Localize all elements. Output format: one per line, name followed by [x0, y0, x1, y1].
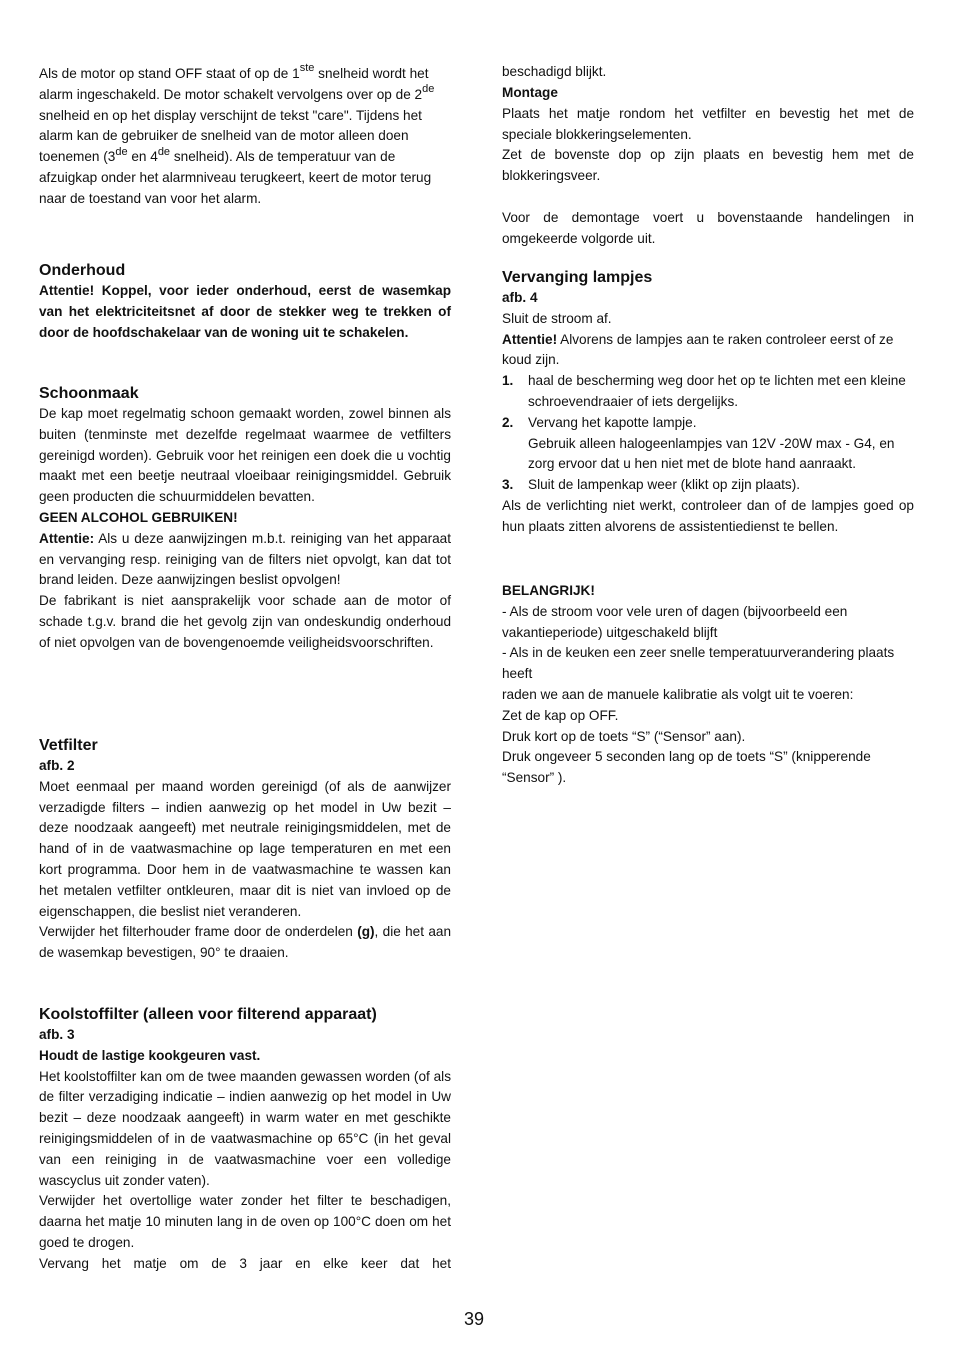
belangrijk-line-6: Druk ongeveer 5 seconden lang op de toets “S” (knipperende “Sensor” ). [502, 749, 871, 786]
heading-onderhoud: Onderhoud [39, 262, 126, 279]
intro-text-3: snelheid en op het display verschijnt de tekst "care". Tijdens het alarm kan de gebruiker de snelheid van de motor alleen doen toenemen (3 [39, 107, 422, 165]
ordinal-sup: de [157, 145, 171, 158]
intro-text-2: snelheid wordt het alarm ingeschakeld. De motor schakelt vervolgens over op de 2 [39, 66, 429, 102]
lampjes-paragraph-1: Sluit de stroom af. [502, 310, 612, 326]
page-number: 39 [464, 1309, 485, 1329]
intro-text-4: en 4 [127, 149, 158, 165]
ordinal-sup: de [422, 83, 435, 96]
section-onderhoud [39, 261, 451, 343]
koolstof-paragraph-3: Vervang het matje om de 3 jaar en elke keer dat het [39, 1255, 451, 1271]
belangrijk-line-2: - Als in de keuken een zeer snelle temperatuurverandering plaats heeft [502, 645, 895, 682]
schoonmaak-paragraph-2: De fabrikant is niet aansprakelijk voor schade aan de motor of schade t.g.v. brand die het gevolg zijn van ondeskundig onderhoud of niet opvolgen van de bovengenoemde veiligheidsvoorschriften. [39, 593, 451, 650]
vetfilter-text-a: Verwijder het filterhouder frame door de onderdelen [39, 924, 358, 940]
schoonmaak-attention [39, 529, 451, 591]
montage-paragraph-1: Plaats het matje rondom het vetfilter en bevestig het met de speciale blokkeringselementen. [502, 105, 914, 142]
step-number: 3. [502, 477, 514, 493]
montage-paragraph-3: Voor de demontage voert u bovenstaande handelingen in omgekeerde volgorde uit. [502, 209, 914, 246]
lampjes-paragraph-2: Als de verlichting niet werkt, controleer dan of de lampjes goed op hun plaats zitten alvorens de assistentiedienst te bellen. [502, 497, 914, 534]
heading-koolstoffilter: Koolstoffilter (alleen voor filterend apparaat) [39, 1006, 377, 1023]
heading-vetfilter: Vetfilter [39, 737, 98, 754]
attention-text: Als u deze aanwijzingen m.b.t. reiniging van het apparaat en vervanging resp. reiniging van de filters niet opvolgt, kan dat tot brand leiden. Deze aanwijzingen beslist opvolgen! [39, 530, 451, 588]
section-vetfilter [39, 736, 451, 964]
heading-belangrijk: BELANGRIJK! [502, 583, 595, 598]
step-text: haal de bescherming weg door het op te lichten met een kleine schroevendraaier of iets dergelijks. [528, 373, 906, 409]
belangrijk-line-1: - Als de stroom voor vele uren of dagen (bijvoorbeeld een vakantieperiode) uitgeschakeld blijft [502, 603, 848, 640]
schoonmaak-paragraph-1: De kap moet regelmatig schoon gemaakt worden, zowel binnen als buiten (tenminste met dezelfde regelmaat waarmee de vetfilters gereinigd worden). Gebruik voor het reinigen een doek die u vochtig maakt met een beetje neutraal vloeibaar reinigingsmiddel. Gebruik geen producten die schuurmiddelen bevatten. [39, 406, 451, 505]
heading-schoonmaak: Schoonmaak [39, 385, 139, 402]
step-number: 2. [502, 414, 514, 430]
montage-paragraph-2: Zet de bovenste dop op zijn plaats en bevestig hem met de blokkeringsveer. [502, 147, 914, 184]
koolstof-paragraph-1: Het koolstoffilter kan om de twee maanden gewassen worden (of als de filter verzadiging indicatie – indien aanwezig op het model in Uw bezit – deze noodzaak aangeeft) in warm water en met geschikte reinigingsmiddelen of in de vaatwasmachine op 65°C (in het geval van een reiniging in de vaatwasmachine voer een volledige wascyclus uit zonder vaten). [39, 1068, 451, 1188]
intro-text-1: Als de motor op stand OFF staat of op de 1 [39, 66, 300, 81]
ordinal-sup: de [115, 145, 128, 158]
vetfilter-text-c: , die het aan de wasemkap bevestigen, 90° te draaien. [39, 924, 452, 961]
koolstof-subheading: Houdt de lastige kookgeuren vast. [39, 1047, 261, 1063]
section-montage [502, 83, 914, 249]
lampjes-attention [502, 330, 914, 372]
belangrijk-line-3: raden we aan de manuele kalibratie als volgt uit te voeren: [502, 686, 854, 702]
belangrijk-line-4: Zet de kap op OFF. [502, 707, 619, 723]
list-item [502, 371, 914, 413]
heading-lampjes: Vervanging lampjes [502, 269, 653, 286]
step-text: Sluit de lampenkap weer (klikt op zijn plaats). [528, 477, 801, 493]
figure-ref-vetfilter: afb. 2 [39, 758, 75, 773]
intro-paragraph [39, 64, 451, 210]
intro-text-5: snelheid). Als de temperatuur van de afzuigkap onder het alarmniveau terugkeert, keert de motor terug naar de toestand van voor het alarm. [39, 149, 432, 206]
list-item [502, 475, 914, 496]
heading-montage: Montage [502, 85, 558, 100]
attention-label: Attentie! [502, 331, 558, 347]
vetfilter-paragraph-1: Moet eenmaal per maand worden gereinigd (of als de aanwijzer verzadigde filters – indien aanwezig op het model in Uw bezit – deze noodzaak aangeeft) met neutrale reinigingsmiddelen, met de hand of in de vaatwasmachine op lage temperaturen en met een kort programma. Door hem in de vaatwasmachine te wassen kan het metalen vetfilter ontkleuren, maar dit is niet van invloed op de eigenschappen, die beslist niet veranderen. [39, 778, 451, 919]
vetfilter-paragraph-2 [39, 922, 451, 964]
continuation-text: beschadigd blijkt. [502, 64, 607, 79]
no-alcohol-warning: GEEN ALCOHOL GEBRUIKEN! [39, 509, 238, 525]
figure-ref-koolstof: afb. 3 [39, 1027, 75, 1042]
section-koolstoffilter [39, 1005, 451, 1275]
figure-ref-lampjes: afb. 4 [502, 290, 538, 305]
step-number: 1. [502, 373, 514, 389]
section-belangrijk [502, 581, 914, 789]
attention-text: Alvorens de lampjes aan te raken controleer eerst of ze koud zijn. [502, 331, 894, 368]
onderhoud-warning: Attentie! Koppel, voor ieder onderhoud, eerst de wasemkap van het elektriciteitsnet af door de stekker weg te trekken of door de hoofdschakelaar van de woning uit te schakelen. [39, 283, 451, 340]
lamp-steps-list [502, 371, 914, 496]
part-ref-g: (g) [357, 924, 375, 940]
step-text-continued: Gebruik alleen halogeenlampjes van 12V -20W max - G4, en zorg ervoor dat u hen niet met de blote hand aanraakt. [528, 435, 895, 472]
ordinal-sup: ste [299, 62, 315, 75]
koolstof-paragraph-2: Verwijder het overtollige water zonder het filter te beschadigen, daarna het matje 10 minuten lang in de oven op 100°C doen om het goed te drogen. [39, 1193, 451, 1250]
attention-label: Attentie: [39, 530, 95, 546]
section-schoonmaak [39, 384, 451, 654]
list-item [502, 413, 914, 475]
belangrijk-line-5: Druk kort op de toets “S” (“Sensor” aan). [502, 728, 746, 744]
section-lampjes [502, 268, 914, 538]
step-text: Vervang het kapotte lampje. [528, 414, 697, 430]
